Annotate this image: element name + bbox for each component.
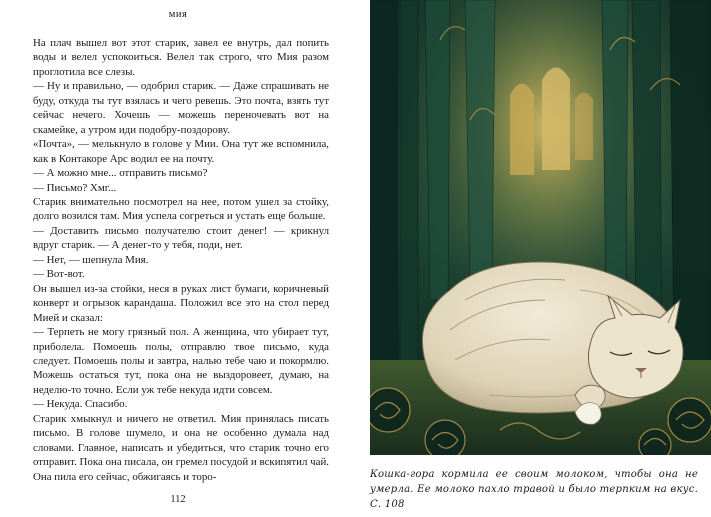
paragraph: Старик внимательно посмотрел на нее, потом ушел за стойку, долго возился там. Мия успела согреться и устать еще больше. (33, 195, 329, 223)
paragraph: — Доставить письмо получателю стоит денег! — крикнул вдруг старик. — А денег-то у тебя, поди, нет. (33, 224, 329, 252)
paragraph: — Ну и правильно, — одобрил старик. — Даже спрашивать не буду, откуда ты тут взялась и чего ревешь. Это почта, взять тут сейчас нечего. Хочешь — можешь переночевать вот на скамейке, а утром иди подобру-поздорову. (33, 80, 329, 136)
paragraph: — Нет, — шепнула Мия. (33, 253, 149, 266)
paragraph: На плач вышел вот этот старик, завел ее внутрь, дал попить воды и велел успокоиться. Велел так строго, что Мия разом проглотила все слезы. (33, 37, 329, 78)
paragraph: Старик хмыкнул и ничего не ответил. Мия принялась писать письмо. В голове шумело, и она не особенно думала над словами. Главное, написать и убедиться, что старик точно его отправит. Пока она писала, он гремел посудой и вскипятил чай. Она пила его сейчас, обжигаясь и торо- (33, 412, 329, 483)
paragraph: — Вот-вот. (33, 268, 85, 281)
paragraph: — А можно мне... отправить письмо? (33, 167, 208, 180)
body-text (33, 36, 329, 484)
paragraph: — Терпеть не могу грязный пол. А женщина, что убирает тут, приболела. Помоешь полы, отправлю твое письмо, куда следует. Помоешь полы и завтра, налью тебе чаю и покормлю. Можешь остаться тут, пока она не выздоровеет, думаю, на неделю-то точно. Если уж тебе некуда идти совсем. (33, 326, 329, 396)
paragraph: — Некуда. Спасибо. (33, 398, 128, 411)
paragraph: «Почта», — мелькнуло в голове у Мии. Она тут же вспомнила, как в Контакоре Арс водил ее на почту. (33, 138, 329, 165)
running-head: мия (168, 9, 188, 20)
paragraph: Он вышел из-за стойки, неся в руках лист бумаги, коричневый конверт и огрызок карандаша. Положил все это на стол перед Мией и сказал: (33, 282, 329, 324)
right-page (356, 0, 711, 517)
page-number: 112 (170, 494, 186, 505)
sleeping-cat-illustration (370, 0, 711, 455)
illustration-caption: Кошка-гора кормила ее своим молоком, чтобы она не умерла. Ее молоко пахло травой и было терпким на вкус. С. 108 (370, 469, 698, 510)
paragraph: — Письмо? Хмг... (33, 181, 117, 194)
